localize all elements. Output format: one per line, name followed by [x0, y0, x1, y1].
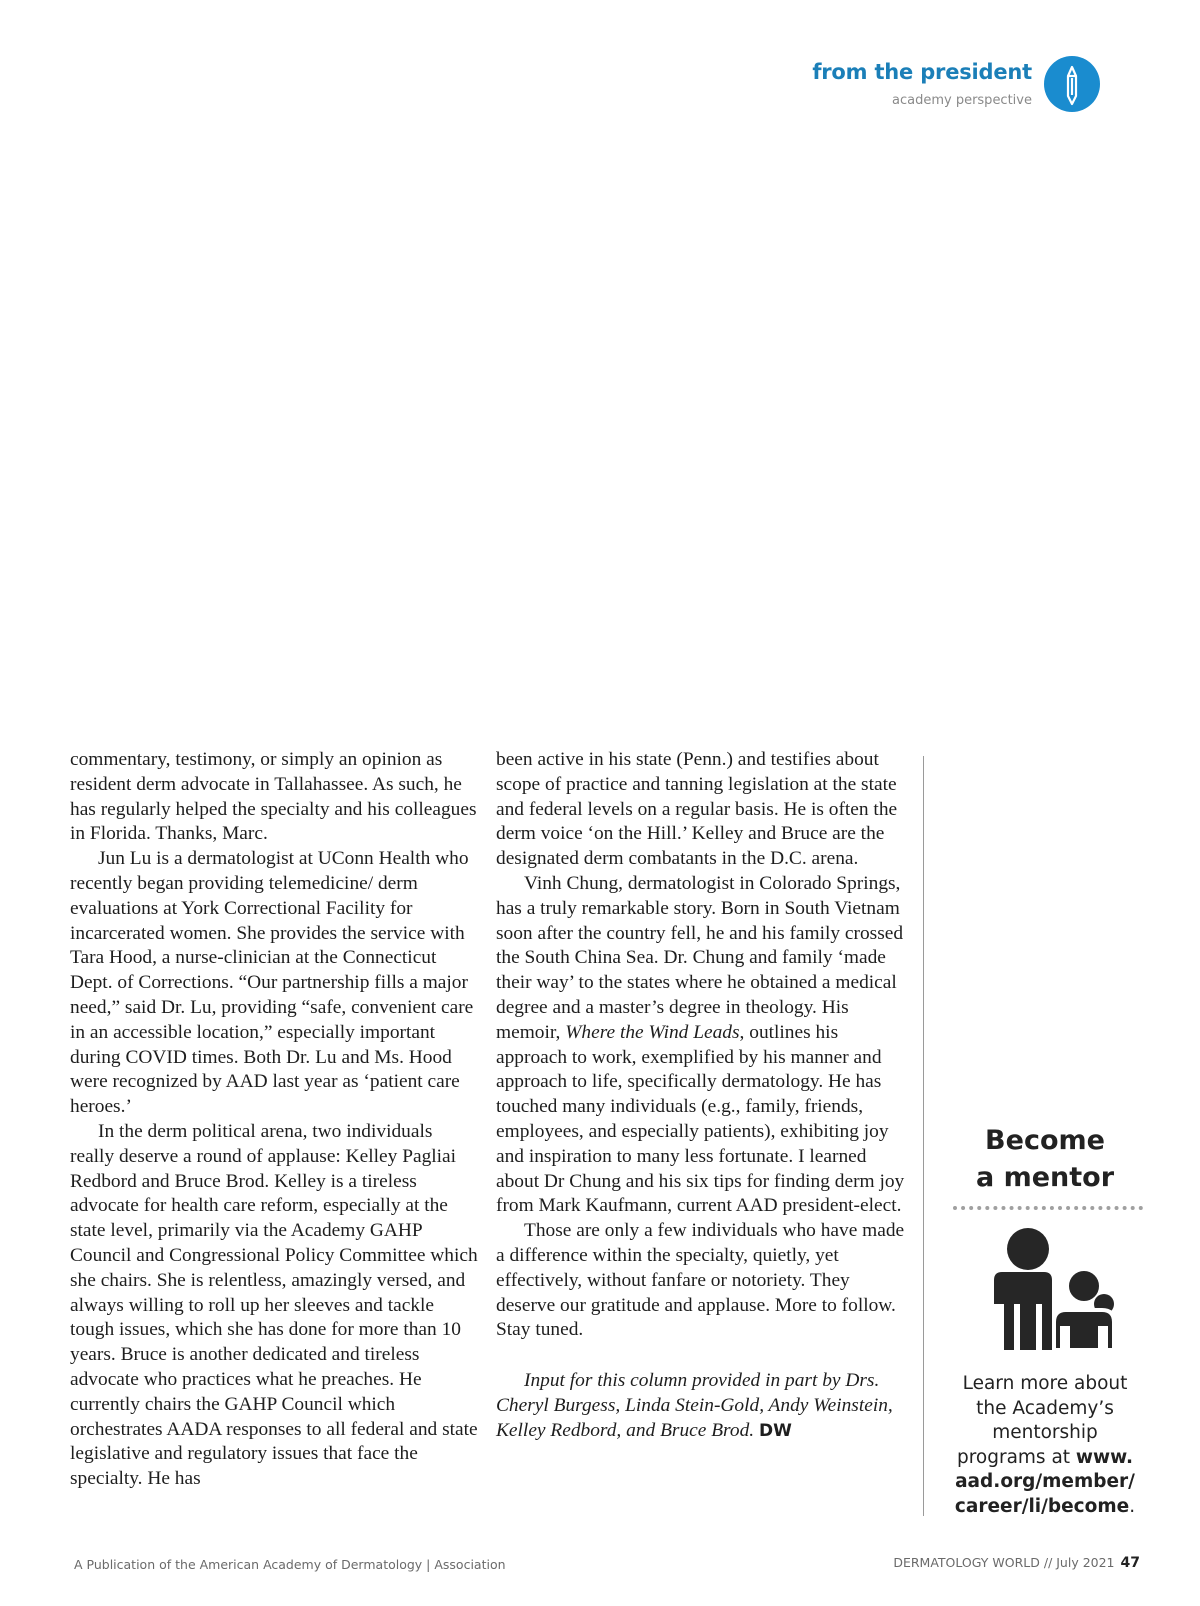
section-title: from the president: [812, 60, 1032, 84]
mentor-people-icon: [970, 1224, 1120, 1354]
article-paragraph: been active in his state (Penn.) and testifies about scope of practice and tanning legislation at the state and federal levels on a regular basis. He is often the derm voice ‘on the Hill.’ Kelley and Bruce are the designated derm combatants in the D.C. arena.: [496, 749, 898, 870]
article-right-column: [496, 748, 906, 1444]
section-badge: [1044, 56, 1100, 112]
end-mark: DW: [758, 1420, 792, 1441]
page-number: 47: [1120, 1555, 1140, 1571]
article-paragraph: Jun Lu is a dermatologist at UConn Health who recently began providing telemedicine/ derm evaluations at York Correctional Facility for incarcerated women. She provides the service with Tara Hood, a nurse-clinician at the Connecticut Dept. of Corrections. “Our partnership fills a major need,” said Dr. Lu, providing “safe, convenient care in an accessible location,” especially important during COVID times. Both Dr. Lu and Ms. Hood were recognized by AAD last year as ‘patient care heroes.’: [70, 848, 474, 1118]
paragraph-text: Vinh Chung, dermatologist in Colorado Springs, has a truly remarkable story. Born in South Vietnam soon after the country fell, he and his family crossed the South China Sea. Dr. Chung and family ‘made their way’ to the states where he obtained a medical degree and a master’s degree in theology. His memoir,: [496, 872, 904, 1043]
column-credit: [496, 1369, 906, 1443]
credit-text: Input for this column provided in part by Drs. Cheryl Burgess, Linda Stein-Gold, Andy Weinstein, Kelley Redbord, and Bruce Brod.: [496, 1370, 893, 1441]
article-left-column: [70, 748, 480, 1492]
article-paragraph: commentary, testimony, or simply an opinion as resident derm advocate in Tallahassee. As such, he has regularly helped the specialty and his colleagues in Florida. Thanks, Marc.: [70, 749, 477, 845]
article-paragraph: [496, 872, 906, 1219]
column-divider: [923, 756, 924, 1516]
sidebar-body: Learn more about the Academy’s mentorship programs at: [956, 1373, 1128, 1468]
sidebar-title-line: Become: [985, 1125, 1105, 1156]
footer-magazine: DERMATOLOGY WORLD // July 2021: [893, 1555, 1115, 1570]
sidebar-title-line: a mentor: [975, 1162, 1115, 1193]
sidebar-title: [945, 1122, 1145, 1196]
article-paragraph: In the derm political arena, two individuals really deserve a round of applause: Kelley Pagliai Redbord and Bruce Brod. Kelley is a tireless advocate for health care reform, especially at the state level, primarily via the Academy GAHP Council and Congressional Policy Committee which she chairs. She is relentless, amazingly versed, and always willing to roll up her sleeves and tackle tough issues, which she has done for more than 10 years. Bruce is another dedicated and tireless advocate who practices what he preaches. He currently chairs the GAHP Council which orchestrates AADA responses to all federal and state legislative and regulatory issues that face the specialty. He has: [70, 1120, 478, 1490]
footer-right: [893, 1555, 1140, 1571]
sidebar-text: [945, 1372, 1145, 1519]
section-header: [600, 56, 1200, 116]
pencil-icon: [1044, 56, 1100, 112]
footer-publication: A Publication of the American Academy of Dermatology | Association: [74, 1557, 506, 1572]
section-subtitle: academy perspective: [892, 93, 1032, 108]
mentor-sidebar: [945, 1122, 1145, 1519]
paragraph-text: , outlines his approach to work, exemplified by his manner and approach to life, specifically dermatology. He has touched many individuals (e.g., family, friends, employees, and especially patients), exhibiting joy and inspiration to many less fortunate. I learned about Dr Chung and his six tips for finding derm joy from Mark Kaufmann, current AAD president-elect.: [496, 1021, 905, 1217]
dotted-divider: [953, 1206, 1143, 1210]
mentorship-link[interactable]: www. aad.org/member/ career/li/become: [954, 1446, 1135, 1517]
article-paragraph: Those are only a few individuals who have made a difference within the specialty, quietly, yet effectively, without fanfare or notoriety. They deserve our gratitude and applause. More to follow. Stay tuned.: [496, 1220, 905, 1341]
sidebar-body-end: .: [1129, 1495, 1136, 1517]
book-title: Where the Wind Leads: [565, 1021, 740, 1043]
